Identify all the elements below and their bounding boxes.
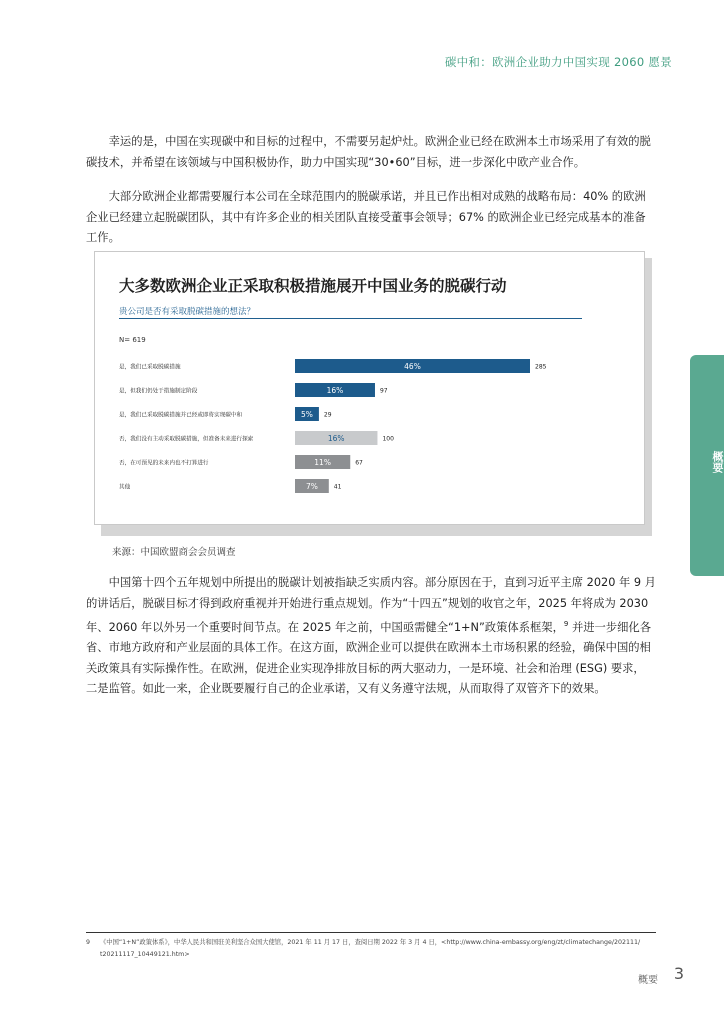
percent-label: 46% — [404, 362, 421, 371]
category-label: 其他 — [119, 484, 131, 491]
count-label: 285 — [535, 363, 547, 371]
side-tab-label: 概要 — [711, 451, 724, 473]
percent-label: 11% — [314, 458, 331, 467]
count-label: 29 — [323, 411, 332, 419]
category-label: 是，我们已采取脱碳措施 — [119, 364, 181, 371]
percent-label: 7% — [305, 482, 318, 491]
category-label: 是，我们已采取脱碳措施并已经或即将实现碳中和 — [119, 412, 243, 419]
count-label: 41 — [333, 483, 342, 491]
count-label: 97 — [379, 387, 388, 395]
section-side-tab[interactable] — [690, 355, 724, 576]
footnote — [86, 937, 661, 960]
count-label: 67 — [355, 459, 363, 467]
paragraph-2: 大部分欧洲企业都需要履行本公司在全球范围内的脱碳承诺，并且已作出相对成熟的战略布局：40% 的欧洲企业已经建立起脱碳团队，其中有许多企业的相关团队直接受董事会领导；67% 的欧洲企业已经完成基本的准备工作。 — [86, 190, 646, 244]
footnote-number: 9 — [86, 939, 91, 946]
chart-subtitle: 贵公司是否有采取脱碳措施的想法？ — [119, 307, 256, 317]
chart-sample-size: N= 619 — [119, 336, 146, 344]
category-label: 否，在可预见的未来内也不打算进行 — [119, 460, 209, 467]
chart-source: 来源：中国欧盟商会会员调查 — [112, 547, 236, 558]
chart-panel — [94, 251, 645, 525]
page-number: 3 — [673, 964, 684, 983]
category-label: 是，但我们仍处于措施制定阶段 — [119, 388, 198, 395]
bar-chart — [95, 252, 646, 526]
footnote-text-continued: t20211117_10449121.htm> — [100, 950, 190, 958]
footnote-ref[interactable]: 9 — [563, 620, 569, 628]
count-label: 100 — [382, 435, 394, 443]
running-header-title: 碳中和：欧洲企业助力中国实现 2060 愿景 — [444, 55, 672, 69]
paragraph-3 — [86, 573, 656, 700]
percent-label: 16% — [326, 386, 344, 395]
footer-section-label: 概要 — [638, 975, 658, 986]
footnote-divider — [86, 932, 656, 933]
chart-title: 大多数欧洲企业正采取积极措施展开中国业务的脱碳行动 — [119, 277, 507, 295]
percent-label: 16% — [327, 434, 345, 443]
paragraph-1: 幸运的是，中国在实现碳中和目标的过程中，不需要另起炉灶。欧洲企业已经在欧洲本土市场采用了有效的脱碳技术，并希望在该领域与中国积极协作，助力中国实现“30•60”目标，进一步深化中欧产业合作。 — [86, 135, 651, 169]
footnote-text: 《中国“1+N”政策体系》，中华人民共和国驻美利坚合众国大使馆，2021 年 11 月 17 日，查阅日期 2022 年 3 月 4 日，<http://www.china-embassy.org/eng/zt/climatechange/202111/ — [100, 939, 641, 946]
category-label: 否，我们没有主动采取脱碳措施，但准备未来进行探索 — [119, 436, 254, 443]
paragraph-3-continued: 并进一步细化各省、市地方政府和产业层面的具体工作。在这方面，欧洲企业可以提供在欧洲本土市场积累的经验，确保中国的相关政策具有实际操作性。在欧洲，促进企业实现净排放目标的两大驱动力，一是环境、社会和治理 (ESG) 要求，二是监管。如此一来，企业既要履行自己的企业承诺，又有义务遵守法规，从而取得了双管齐下的效果。 — [86, 620, 652, 696]
percent-label: 5% — [301, 410, 313, 419]
paragraph-3-text: 中国第十四个五年规划中所提出的脱碳计划被指缺乏实质内容。部分原因在于，直到习近平主席 2020 年 9 月的讲话后，脱碳目标才得到政府重视并开始进行重点规划。作为“十四五”规划的收官之年，2025 年将成为 2030 年、2060 年以外另一个重要时间节点。在 2025 年之前，中国亟需健全“1+N”政策体系框架， — [86, 576, 656, 634]
